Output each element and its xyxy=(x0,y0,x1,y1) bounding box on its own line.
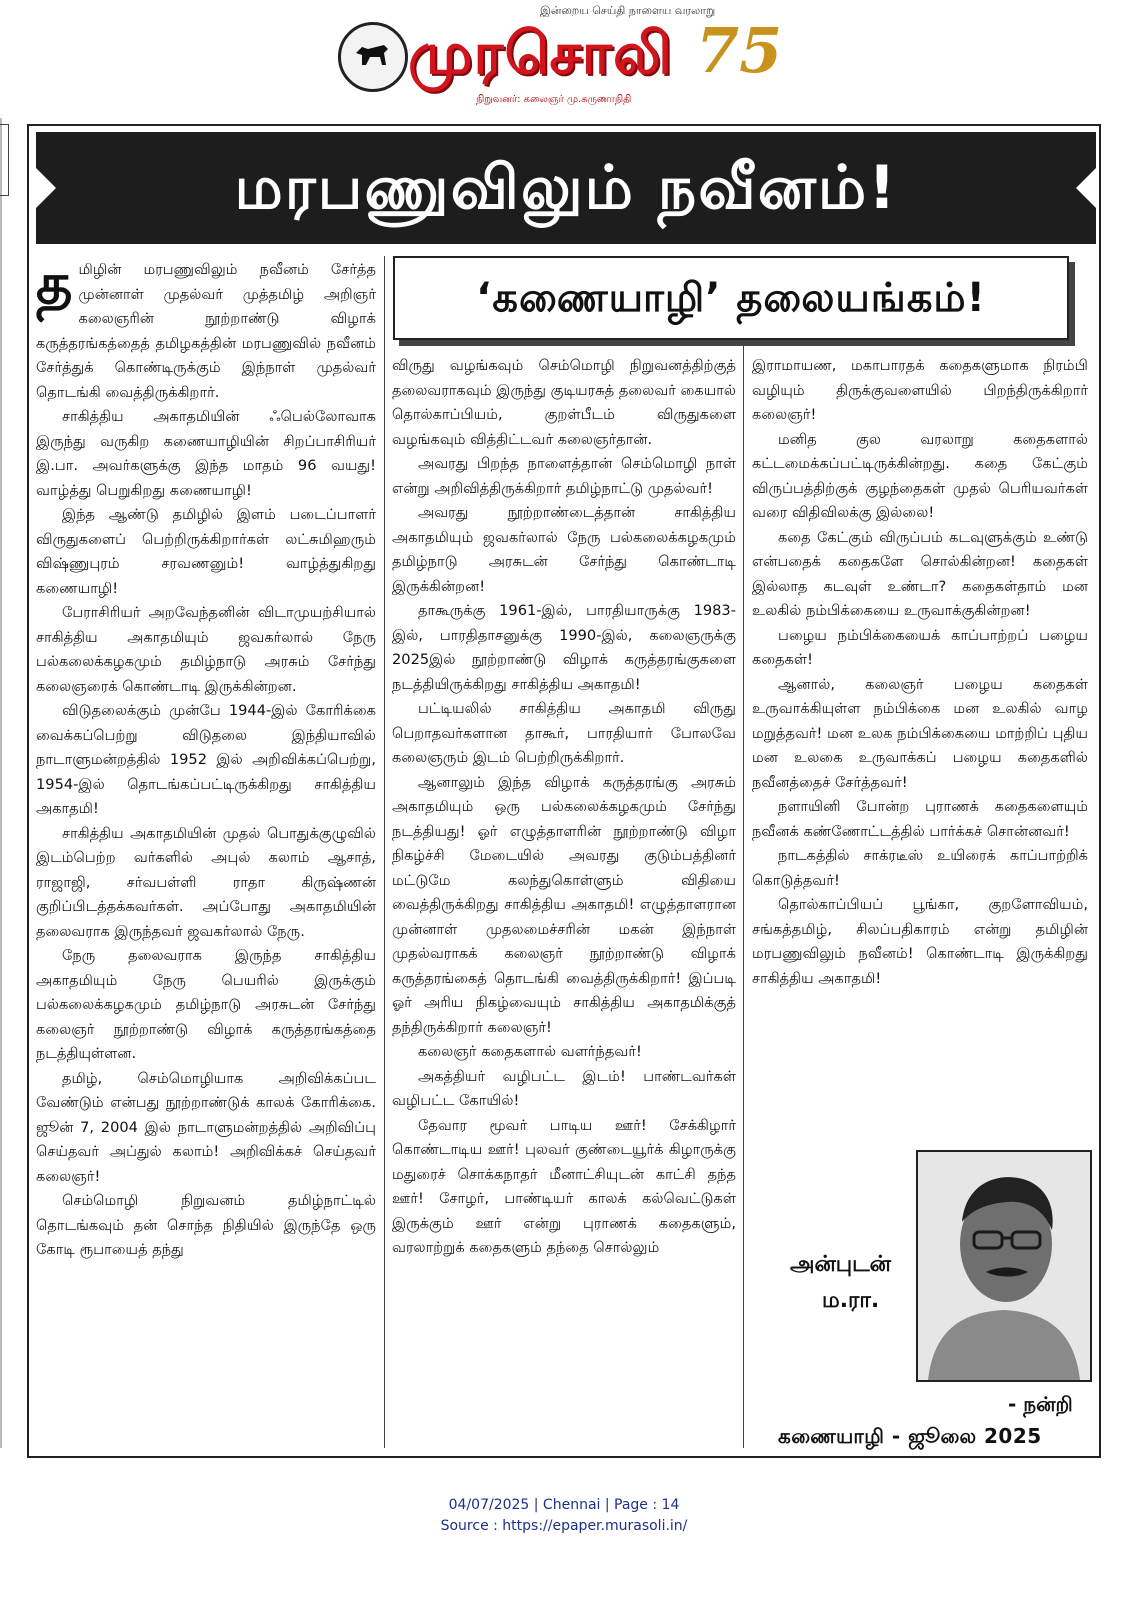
article-subheadline: ‘கணையாழி’ தலையங்கம்! xyxy=(476,275,986,321)
paragraph: கதை கேட்கும் விருப்பம் கடவுளுக்கும் உண்டு என்பதைக் கதைகளே சொல்கின்றன! கதைகள் இல்லாத கடவுள் உண்டா? கதைகள்தாம் மன உலகில் நம்பிக்கையை உருவாக்குகின்றன! xyxy=(752,528,1088,619)
author-name: ம.ரா. xyxy=(822,1288,880,1313)
masthead xyxy=(0,0,1128,120)
paragraph: சாகித்திய அகாதமியின் ஃபெல்லோவாக இருந்து வருகிற கணையாழியின் சிறப்பாசிரியர் இ.பா. அவர்களுக்கு இந்த மாதம் 96 வயது! வாழ்த்து பெறுகிறது கணையாழி! xyxy=(36,408,376,499)
bull-icon xyxy=(354,39,390,71)
page-edge-mark xyxy=(0,124,9,196)
article-headline: மரபணுவிலும் நவீனம்! xyxy=(234,153,898,223)
source-link[interactable]: Source : https://epaper.murasoli.in/ xyxy=(440,1518,688,1534)
headline-band xyxy=(36,132,1096,244)
article-column-3 xyxy=(752,354,1088,991)
paragraph: இராமாயண, மகாபாரதக் கதைகளுமாக நிரம்பி வழியும் திருக்குவளையில் பிறந்திருக்கிறார் கலைஞர்! xyxy=(752,357,1088,423)
paragraph: அவரது பிறந்த நாளைத்தான் செம்மொழி நாள் என்று அறிவித்திருக்கிறார் தமிழ்நாட்டு முதல்வர்! xyxy=(392,455,736,497)
paragraph: விருது வழங்கவும் செம்மொழி நிறுவனத்திற்குத் தலைவராகவும் இருந்து குடியரசுத் தலைவர் கையால் தொல்காப்பியம், குறள்பீடம் விருதுகளை வழங்கவும் வித்திட்டவர் கலைஞர்தான். xyxy=(392,357,736,448)
page-edge-rule xyxy=(0,118,2,1448)
drop-cap: த xyxy=(36,252,73,317)
paragraph: நளாயினி போன்ற புராணக் கதைகளையும் நவீனக் கண்ணோட்டத்தில் பார்க்கச் சொன்னவர்! xyxy=(752,798,1088,840)
paragraph: ஆனாலும் இந்த விழாக் கருத்தரங்கு அரசும் அகாதமியும் ஒரு பல்கலைக்கழகமும் சேர்ந்து நடத்தியது! ஓர் எழுத்தாளரின் நூற்றாண்டு விழா நிகழ்ச்சி மேடையில் அவரது குடும்பத்தினர் மட்டுமே கலந்துகொள்ளும் விதியை வைத்திருக்கிறது சாகித்திய அகாதமி! எழுத்தாளரான முன்னாள் முதலமைச்சரின் மகன் இந்நாள் முதல்வராகக் கலைஞர் நூற்றாண்டு விழாக் கருத்தரங்கைத் தொடங்கி வைத்திருக்கிறார்! இப்படி ஓர் அரிய நிகழ்வையும் சாகித்திய அகாதமிக்குத் தந்திருக்கிறார் கலைஞர்! xyxy=(392,773,736,1036)
paragraph: தேவார மூவர் பாடிய ஊர்! சேக்கிழார் கொண்டாடிய ஊர்! புலவர் குண்டையூர்க் கிழாருக்கு மதுரைச் சொக்கநாதர் மீனாட்சியுடன் காட்சி தந்த ஊர்! சோழர், பாண்டியர் காலக் கல்வெட்டுகள் இருக்கும் ஊர் என்று புராணக் கதைகளும், வரலாற்றுக் கதைகளும் தந்தை சொல்லும் xyxy=(392,1116,736,1256)
paragraph: பட்டியலில் சாகித்திய அகாதமி விருது பெறாதவர்களான தாகூர், பாரதியார் போலவே கலைஞரும் இடம் பெற்றிருக்கிறார். xyxy=(392,700,736,766)
paragraph: இந்த ஆண்டு தமிழில் இளம் படைப்பாளர் விருதுகளைப் பெற்றிருக்கிறார்கள் லட்சுமிஹரும் விஷ்ணுபுரம் சரவணனும்! வாழ்த்துகிறது கணையாழி! xyxy=(36,506,376,597)
paragraph: தாகூருக்கு 1961-இல், பாரதியாருக்கு 1983-இல், பாரதிதாசனுக்கு 1990-இல், கலைஞருக்கு 2025இல் நூற்றாண்டு விழாக் கருத்தரங்குகளை நடத்தியிருக்கிறது சாகித்திய அகாதமி! xyxy=(392,602,736,693)
paragraph: ஆனால், கலைஞர் பழைய கதைகள் உருவாக்கியுள்ள நம்பிக்கை மன உலகில் வாழ மறுத்தவர்! மன உலக நம்பிக்கையை மாற்றிப் புதிய மன உலகை உருவாக்கப் பழைய கதைகளில் நவீனத்தைச் சேர்த்தவர்! xyxy=(752,675,1088,791)
paragraph: பழைய நம்பிக்கையைக் காப்பாற்றப் பழைய கதைகள்! xyxy=(752,626,1088,668)
party-emblem-icon xyxy=(338,22,408,92)
masthead-subtitle: நிறுவனர்: கலைஞர் மு.கருணாநிதி xyxy=(476,94,632,105)
newspaper-title: முரசொலி xyxy=(408,19,673,87)
column-rule-2 xyxy=(743,344,744,1448)
paragraph: அவரது நூற்றாண்டைத்தான் சாகித்திய அகாதமியும் ஜவகர்லால் நேரு பல்கலைக்கழகமும் தமிழ்நாடு அரசுடன் சேர்ந்து கொண்டாடி இருக்கின்றன! xyxy=(392,504,736,595)
anniversary-number: 75 xyxy=(696,14,783,87)
paragraph: நாடகத்தில் சாக்ரடீஸ் உயிரைக் காப்பாற்றிக் கொடுத்தவர்! xyxy=(752,847,1088,889)
author-photo xyxy=(916,1150,1092,1382)
masthead-tagline: இன்றைய செய்தி நாளைய வரலாறு xyxy=(540,4,716,17)
paragraph: செம்மொழி நிறுவனம் தமிழ்நாட்டில் தொடங்கவும் தன் சொந்த நிதியில் இருந்தே ஒரு கோடி ரூபாயைத் தந்து xyxy=(36,1192,376,1258)
article-column-2 xyxy=(392,354,736,1261)
paragraph: பேராசிரியர் அறவேந்தனின் விடாமுயற்சியால் சாகித்திய அகாதமியும் ஜவகர்லால் நேரு பல்கலைக்கழகமும் தமிழ்நாடு அரசும் சேர்ந்து கலைஞரைக் கொண்டாடி இருக்கின்றன. xyxy=(36,604,376,695)
signoff-with: அன்புடன் xyxy=(790,1252,891,1277)
article-column-1 xyxy=(36,252,376,1263)
paragraph: மனித குல வரலாறு கதைகளால் கட்டமைக்கப்பட்டிருக்கின்றது. கதை கேட்கும் விருப்பத்திற்குக் குழந்தைகள் முதல் பெரியவர்கள் வரை விதிவிலக்கு இல்லை! xyxy=(752,430,1088,521)
paragraph: கலைஞர் கதைகளால் வளர்ந்தவர்! xyxy=(418,1043,642,1060)
paragraph: தொல்காப்பியப் பூங்கா, குறளோவியம், சங்கத்தமிழ், சிலப்பதிகாரம் என்று தமிழின் மரபணுவிலும் நவீனம்! கொண்டாடி இருக்கிறது சாகித்திய அகாதமி! xyxy=(752,896,1088,987)
paragraph: தமிழின் மரபணுவிலும் நவீனம் சேர்த்த முன்னாள் முதல்வர் முத்தமிழ் அறிஞர் கலைஞரின் நூற்றாண்டு விழாக் கருத்தரங்கத்தைத் தமிழகத்தின் மரபணுவில் நவீனம் சேர்த்துக் கொண்டிருக்கும் இந்நாள் முதல்வர் தொடங்கி வைத்திருக்கிறார். xyxy=(36,252,376,401)
source-credit: கணையாழி - ஜூலை 2025 xyxy=(778,1424,1042,1448)
author-portrait-icon xyxy=(918,1152,1090,1380)
page-info: 04/07/2025 | Chennai | Page : 14 xyxy=(448,1497,680,1513)
column-rule-1 xyxy=(384,256,385,1448)
paragraph: நேரு தலைவராக இருந்த சாகித்திய அகாதமியும் நேரு பெயரில் இருக்கும் பல்கலைக்கழகமும் தமிழ்நாடு அரசுடன் சேர்ந்து கலைஞர் நூற்றாண்டு விழாக் கருத்தரங்கத்தை நடத்தியுள்ளன. xyxy=(36,947,376,1062)
paragraph: விடுதலைக்கும் முன்பே 1944-இல் கோரிக்கை வைக்கப்பெற்று விடுதலை இந்தியாவில் நாடாளுமன்றத்தில் 1952 இல் அறிவிக்கப்பெற்று, 1954-இல் தொடங்கப்பட்டிருக்கிறது சாகித்திய அகாதமி! xyxy=(36,702,376,817)
paragraph: தமிழ், செம்மொழியாக அறிவிக்கப்பட வேண்டும் என்பது நூற்றாண்டுக் காலக் கோரிக்கை. ஜூன் 7, 2004 இல் நாடாளுமன்றத்தில் அறிவிப்பு செய்தவர் அப்துல் கலாம்! அறிவிக்கச் செய்தவர் கலைஞர்! xyxy=(36,1069,376,1185)
paragraph: சாகித்திய அகாதமியின் முதல் பொதுக்குழுவில் இடம்பெற்ற வர்களில் அபுல் கலாம் ஆசாத், ராஜாஜி, சர்வபள்ளி ராதா கிருஷ்ணன் குறிப்பிடத்தக்கவர்கள். அப்போது அகாதமியின் தலைவராக இருந்தவர் ஜவகர்லால் நேரு. xyxy=(36,824,376,940)
thanks-note: - நன்றி xyxy=(1008,1392,1073,1416)
paragraph: அகத்தியர் வழிபட்ட இடம்! பாண்டவர்கள் வழிபட்ட கோயில்! xyxy=(392,1067,736,1109)
subheadline-box xyxy=(393,256,1069,340)
